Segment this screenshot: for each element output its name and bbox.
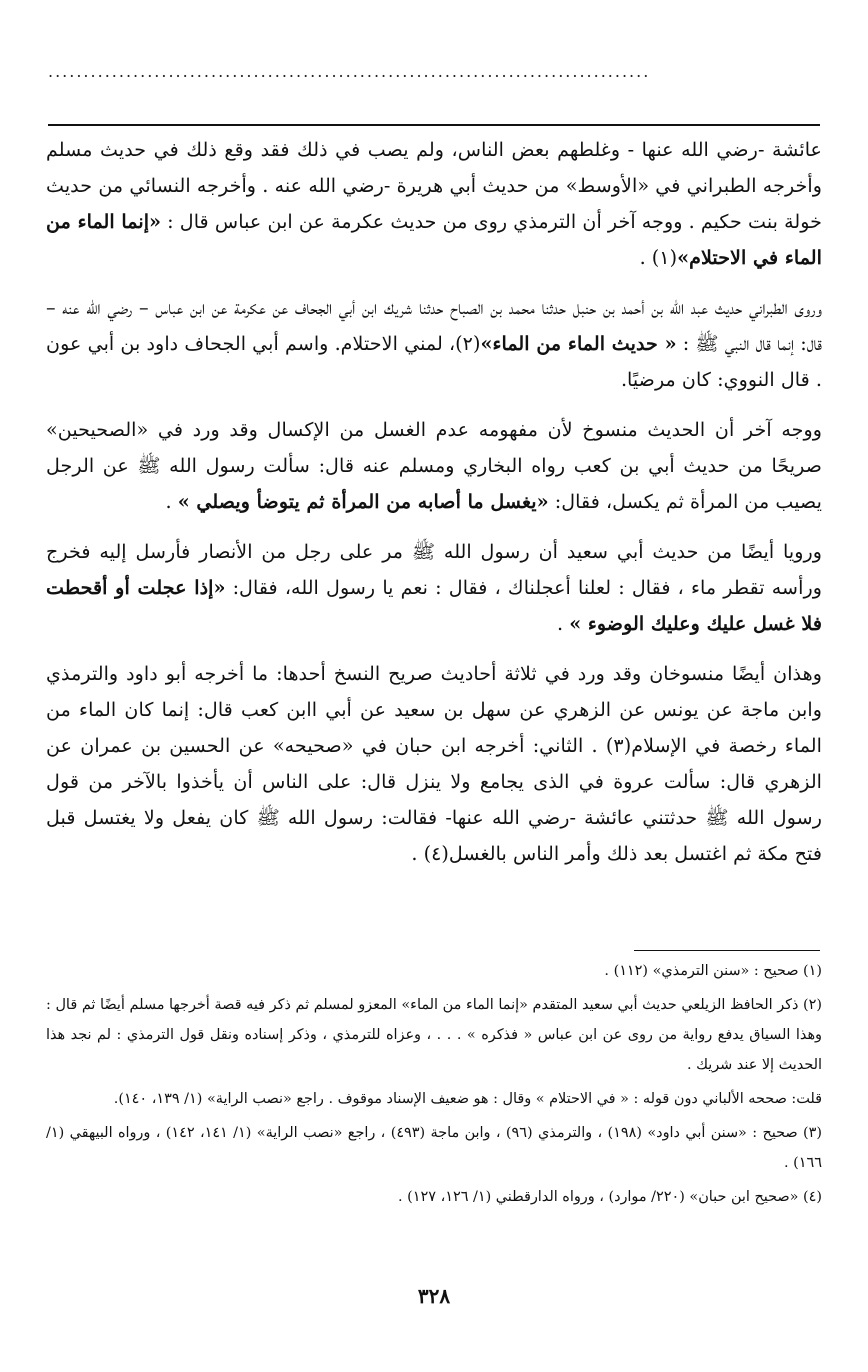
footnote: (٤) «صحيح ابن حبان» (٢٢٠/ موارد) ، ورواه الدارقطني (١/ ١٢٦، ١٢٧) . (398, 1189, 822, 1205)
text-run: . الثاني: أخرجه ابن حبان في «صحيحه» عن الحسين بن عمران عن الزهري قال: سألت عروة في الذى يجامع ولا ينزل قال: على الناس أن يأخذوا بالآخر من قول رسول الله ﷺ حدثتني عائشة -رضي الله عنها- فقالت: رسول الله ﷺ كان يفعل ولا يغتسل قبل فتح مكة ثم اغتسل بعد ذلك وأمر الناس بالغسل (46, 734, 822, 865)
paragraph (46, 290, 822, 398)
hadith-quote: «إذا عجلت أو أقحطت فلا غسل عليك وعليك الوضوء » (46, 576, 822, 635)
main-text (46, 132, 822, 886)
footnote-ref: (١) . (639, 246, 678, 269)
text-run: ورويا أيضًا من حديث أبي سعيد أن رسول الله ﷺ مر على رجل من الأنصار فأرسل إليه فخرج ورأسه تقطر ماء ، فقال : لعلنا أعجلناك ، فقال : نعم يا رسول الله، فقال: (46, 540, 822, 599)
footnote: (٣) صحيح : «سنن أبي داود» (١٩٨) ، والترمذي (٩٦) ، وابن ماجة (٤٩٣) ، راجع «نصب الراية» (١/ ١٤١، ١٤٢) ، ورواه البيهقي (١/ ١٦٦) . (46, 1125, 822, 1171)
text-run: وروى الطبراني حديث عبد الله بن أحمد بن حنبل حدثنا محمد بن الصباح حدثنا شريك ابن أبي الجحاف عن عكرمة عن ابن عباس – رضي الله عنه – قال: إنما قال النبي ﷺ : (46, 296, 823, 355)
paragraph (46, 656, 822, 872)
paragraph (46, 412, 822, 520)
footnote: (٢) ذكر الحافظ الزيلعي حديث أبي سعيد المتقدم «إنما الماء من الماء» المعزو لمسلم ثم ذكر فيه قصة أخرجها مسلم أيضًا ثم قال : وهذا السياق يدفع رواية من روى عن ابن عباس « فذكره » . . . ، وعزاه للترمذي ، وذكر إسناده ونقل قول الترمذي : لم نجد هذا الحديث إلا عند شريك . (46, 997, 822, 1073)
paragraph (46, 534, 822, 642)
page-number: ٣٢٨ (417, 1284, 451, 1308)
text-run: (٢)، لمني الاحتلام. واسم أبي الجحاف داود بن أبي عون . قال النووي: كان مرضيًا. (46, 332, 822, 391)
footnote-ref: (٣) (605, 734, 632, 757)
paragraph (46, 132, 822, 276)
footnote: قلت: صححه الألباني دون قوله : « في الاحتلام » وقال : هو ضعيف الإسناد موقوف . راجع «نصب الراية» (١/ ١٣٩، ١٤٠). (113, 1091, 822, 1107)
hadith-quote: «يغسل ما أصابه من المرأة ثم يتوضأ ويصلي » (177, 490, 549, 513)
header-dotted-line: ..................................................................................... (48, 62, 651, 81)
text-run: وهذان أيضًا منسوخان وقد ورد في ثلاثة أحاديث صريح النسخ أحدها: ما أخرجه أبو داود والترمذي وابن ماجة عن يونس عن الزهري عن سهل بن سعيد عن أبي اابن كعب قال: إنما كان الماء من الماء رخصة في الإسلام (46, 662, 822, 757)
footnotes (46, 956, 822, 1216)
header-rule (48, 124, 820, 126)
footnote-ref: (٤) . (411, 842, 449, 865)
text-run: ووجه آخر أن الحديث منسوخ لأن مفهومه عدم الغسل من الإكسال وقد ورد في «الصحيحين» صريحًا من حديث أبي بن كعب رواه البخاري ومسلم عنه قال: سألت رسول الله ﷺ عن الرجل يصيب من المرأة ثم يكسل، فقال: (46, 418, 822, 513)
hadith-quote: « حديث الماء من الماء» (480, 332, 677, 355)
text-run: . (165, 490, 178, 513)
text-run: عائشة -رضي الله عنها - وغلطهم بعض الناس، ولم يصب في ذلك فقد وقع ذلك في حديث مسلم وأخرجه الطبراني في «الأوسط» من حديث أبي هريرة -رضي الله عنه . وأخرجه النسائي من حديث خولة بنت حكيم . ووجه آخر أن الترمذي روى من حديث عكرمة عن ابن عباس قال : (46, 138, 822, 233)
footnote-rule (634, 950, 820, 951)
text-run: . (556, 612, 570, 635)
footnote: (١) صحيح : «سنن الترمذي» (١١٢) . (604, 963, 822, 979)
hadith-quote: «إنما الماء من الماء في الاحتلام» (46, 210, 822, 269)
